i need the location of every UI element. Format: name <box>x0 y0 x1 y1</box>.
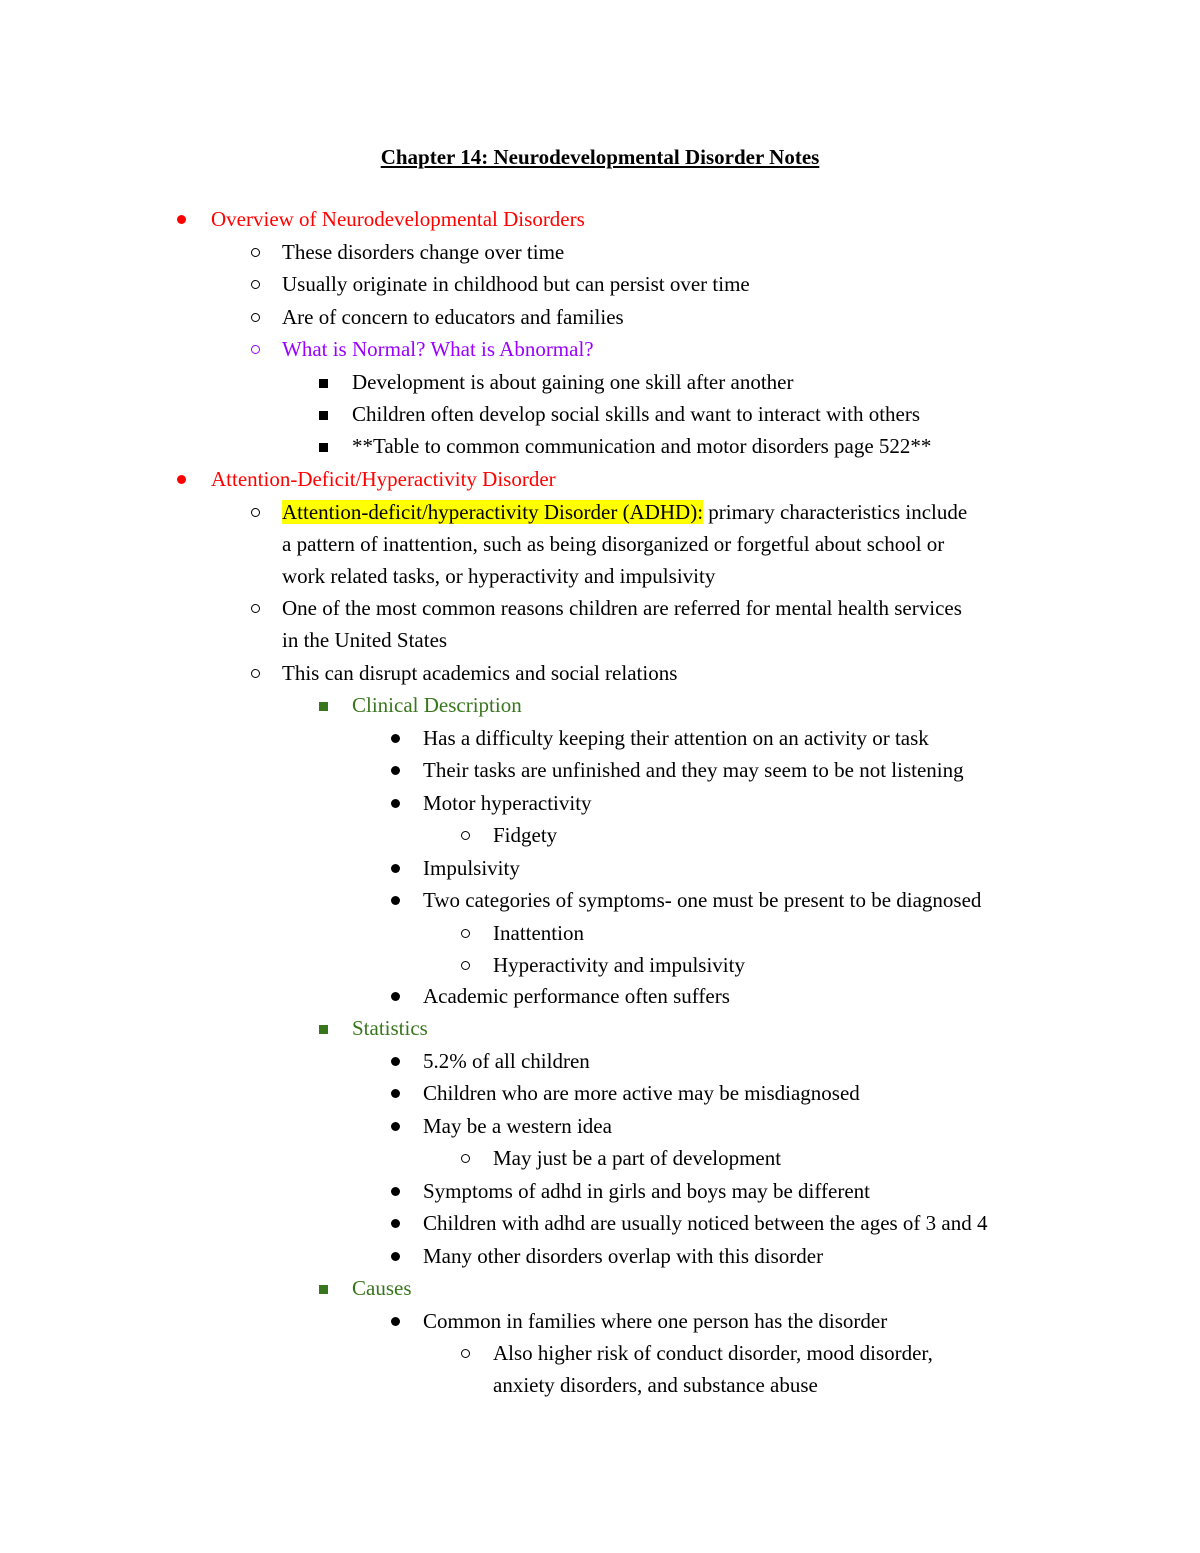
list-item-text: a pattern of inattention, such as being disorganized or forgetful about school or <box>282 532 945 556</box>
bullet-disc-icon <box>391 766 400 775</box>
bullet-circle-icon <box>251 508 260 517</box>
list-item-text: 5.2% of all children <box>423 1049 590 1073</box>
bullet-square-icon <box>319 443 328 452</box>
bullet-square-icon <box>319 1285 328 1294</box>
list-item-text: May just be a part of development <box>493 1146 782 1170</box>
list-item-text: Attention-Deficit/Hyperactivity Disorder <box>211 467 556 491</box>
list-item-text: What is Normal? What is Abnormal? <box>282 337 594 361</box>
list-item-text: work related tasks, or hyperactivity and impulsivity <box>282 564 716 588</box>
list-item-text: Are of concern to educators and families <box>282 305 624 329</box>
bullet-disc-icon <box>391 864 400 873</box>
list-item-text: Has a difficulty keeping their attention on an activity or task <box>423 726 929 750</box>
list-item-text: Symptoms of adhd in girls and boys may be different <box>423 1179 870 1203</box>
bullet-disc-icon <box>391 734 400 743</box>
bullet-circle-icon <box>461 1349 470 1358</box>
list-item-text: Children who are more active may be misdiagnosed <box>423 1081 860 1105</box>
bullet-disc-icon <box>391 1057 400 1066</box>
list-item-text: anxiety disorders, and substance abuse <box>493 1373 818 1397</box>
list-item-text: Many other disorders overlap with this disorder <box>423 1244 824 1268</box>
list-item-text: in the United States <box>282 628 448 652</box>
bullet-disc-icon <box>391 799 400 808</box>
list-item-text: Their tasks are unfinished and they may seem to be not listening <box>423 758 964 782</box>
list-item-text: Hyperactivity and impulsivity <box>493 953 745 977</box>
bullet-disc-icon <box>391 1317 400 1326</box>
bullet-disc-icon <box>391 896 400 905</box>
bullet-circle-icon <box>251 313 260 322</box>
list-item-text: These disorders change over time <box>282 240 565 264</box>
bullet-circle-icon <box>251 669 260 678</box>
bullet-circle-icon <box>251 604 260 613</box>
bullet-circle-icon <box>251 345 260 354</box>
list-item-text: Usually originate in childhood but can persist over time <box>282 272 750 296</box>
bullet-square-icon <box>319 1025 328 1034</box>
list-item-text: Causes <box>352 1276 412 1300</box>
list-item-text: May be a western idea <box>423 1114 612 1138</box>
bullet-circle-icon <box>461 831 470 840</box>
list-item-text: Inattention <box>493 921 584 945</box>
bullet-disc-icon <box>391 1219 400 1228</box>
list-item-text <box>282 496 967 528</box>
list-item-text: Also higher risk of conduct disorder, mood disorder, <box>493 1341 933 1365</box>
list-item-text: Two categories of symptoms- one must be present to be diagnosed <box>423 888 982 912</box>
bullet-circle-icon <box>461 929 470 938</box>
list-item-text: Development is about gaining one skill after another <box>352 370 794 394</box>
bullet-disc-icon <box>391 1252 400 1261</box>
bullet-square-icon <box>319 702 328 711</box>
list-item-text: Academic performance often suffers <box>423 984 730 1008</box>
bullet-disc-icon <box>391 992 400 1001</box>
bullet-square-icon <box>319 411 328 420</box>
bullet-circle-icon <box>251 280 260 289</box>
list-item-text: Statistics <box>352 1016 428 1040</box>
list-item-text: One of the most common reasons children are referred for mental health services <box>282 596 962 620</box>
bullet-circle-icon <box>251 248 260 257</box>
bullet-disc-icon <box>391 1187 400 1196</box>
bullet-circle-icon <box>461 961 470 970</box>
page-title: Chapter 14: Neurodevelopmental Disorder Notes <box>380 145 820 169</box>
list-item-text: Children with adhd are usually noticed between the ages of 3 and 4 <box>423 1211 988 1235</box>
bullet-disc-icon <box>391 1089 400 1098</box>
highlighted-term: Attention-deficit/hyperactivity Disorder (ADHD): <box>282 500 704 524</box>
list-item-text: Fidgety <box>493 823 558 847</box>
definition-text: primary characteristics include <box>703 500 968 524</box>
list-item-text: **Table to common communication and motor disorders page 522** <box>352 434 932 458</box>
list-item-text: Clinical Description <box>352 693 522 717</box>
list-item-text: This can disrupt academics and social relations <box>282 661 678 685</box>
list-item-text: Common in families where one person has the disorder <box>423 1309 888 1333</box>
list-item-text: Impulsivity <box>423 856 520 880</box>
bullet-disc-icon <box>391 1122 400 1131</box>
bullet-disc-icon <box>177 475 186 484</box>
bullet-disc-icon <box>177 215 186 224</box>
bullet-circle-icon <box>461 1154 470 1163</box>
list-item-text: Children often develop social skills and want to interact with others <box>352 402 921 426</box>
bullet-square-icon <box>319 379 328 388</box>
list-item-text: Motor hyperactivity <box>423 791 592 815</box>
list-item-text: Overview of Neurodevelopmental Disorders <box>211 207 585 231</box>
